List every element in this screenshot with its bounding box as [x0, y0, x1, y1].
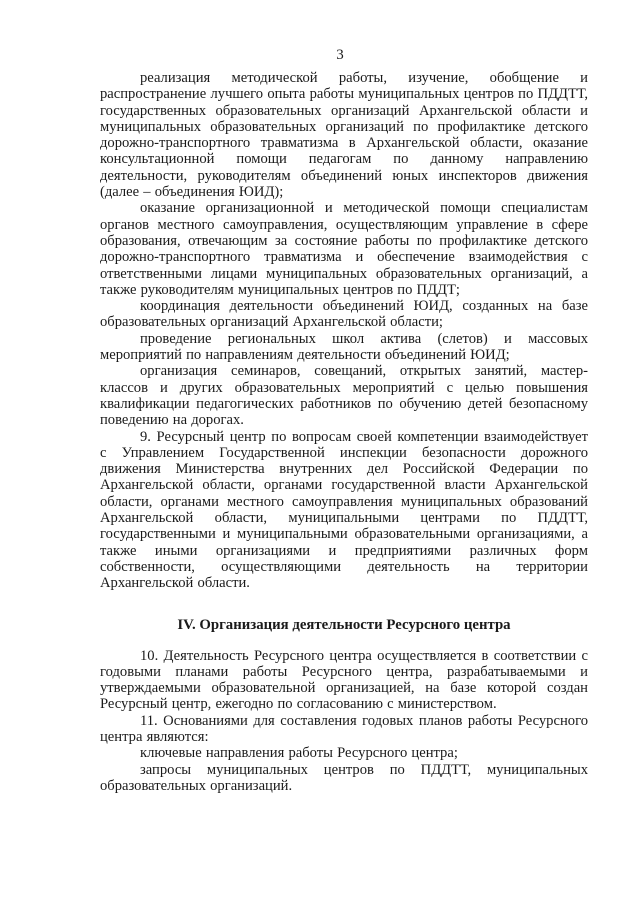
paragraph-requests: запросы муниципальных центров по ПДДТТ, муниципальных образовательных организаций.: [100, 761, 588, 794]
paragraph-item-10: 10. Деятельность Ресурсного центра осуществляется в соответствии с годовыми планами работы Ресурсного центра, разрабатываемыми и утверждаемыми образовательной организацией, на базе которой создан Ресурсный центр, ежегодно по согласованию с министерством.: [100, 647, 588, 713]
paragraph-seminars: организация семинаров, совещаний, открытых занятий, мастер-классов и других образовательных мероприятий с целью повышения квалификации педагогических работников по обучению детей безопасному поведению на дорогах.: [100, 363, 588, 429]
paragraph-organizational-help: оказание организационной и методической помощи специалистам органов местного самоуправления, осуществляющим управление в сфере образования, отвечающим за состояние работы по профилактике детского дорожно-транспортного травматизма и обеспечение взаимодействия с ответственными лицами муниципальных образовательных организаций, а также руководителям муниципальных центров по ПДДТ;: [100, 200, 588, 298]
section-title: IV. Организация деятельности Ресурсного центра: [177, 616, 511, 633]
document-body: [100, 70, 588, 794]
paragraph-item-11: 11. Основаниями для составления годовых планов работы Ресурсного центра являются:: [100, 712, 588, 745]
paragraph-methodical-work: реализация методической работы, изучение, обобщение и распространение лучшего опыта работы муниципальных центров по ПДДТТ, государственных образовательных организаций Архангельской области и муниципальных образовательных организаций по профилактике детского дорожно-транспортного травматизма в Архангельской области, оказание консультационной помощи педагогам по данному направлению деятельности, руководителям объединений юных инспекторов движения (далее – объединения ЮИД);: [100, 70, 588, 201]
paragraph-regional-schools: проведение региональных школ актива (слетов) и массовых мероприятий по направлениям деятельности объединений ЮИД;: [100, 330, 588, 364]
page-number: 3: [336, 47, 344, 63]
paragraph-key-directions: ключевые направления работы Ресурсного центра;: [140, 745, 458, 762]
paragraph-coordination: координация деятельности объединений ЮИД, созданных на базе образовательных организаций Архангельской области;: [100, 298, 588, 331]
paragraph-item-9: 9. Ресурсный центр по вопросам своей компетенции взаимодействует с Управлением Государственной инспекции безопасности дорожного движения Министерства внутренних дел Российской Федерации по Архангельской области, органами государственной власти Архангельской области, органами местного самоуправления муниципальных образований Архангельской области, муниципальными центрами по ПДДТТ, государственными и муниципальными образовательными организациями, а также иными организациями и предприятиями различных форм собственности, осуществляющими деятельность на территории Архангельской области.: [100, 428, 588, 592]
